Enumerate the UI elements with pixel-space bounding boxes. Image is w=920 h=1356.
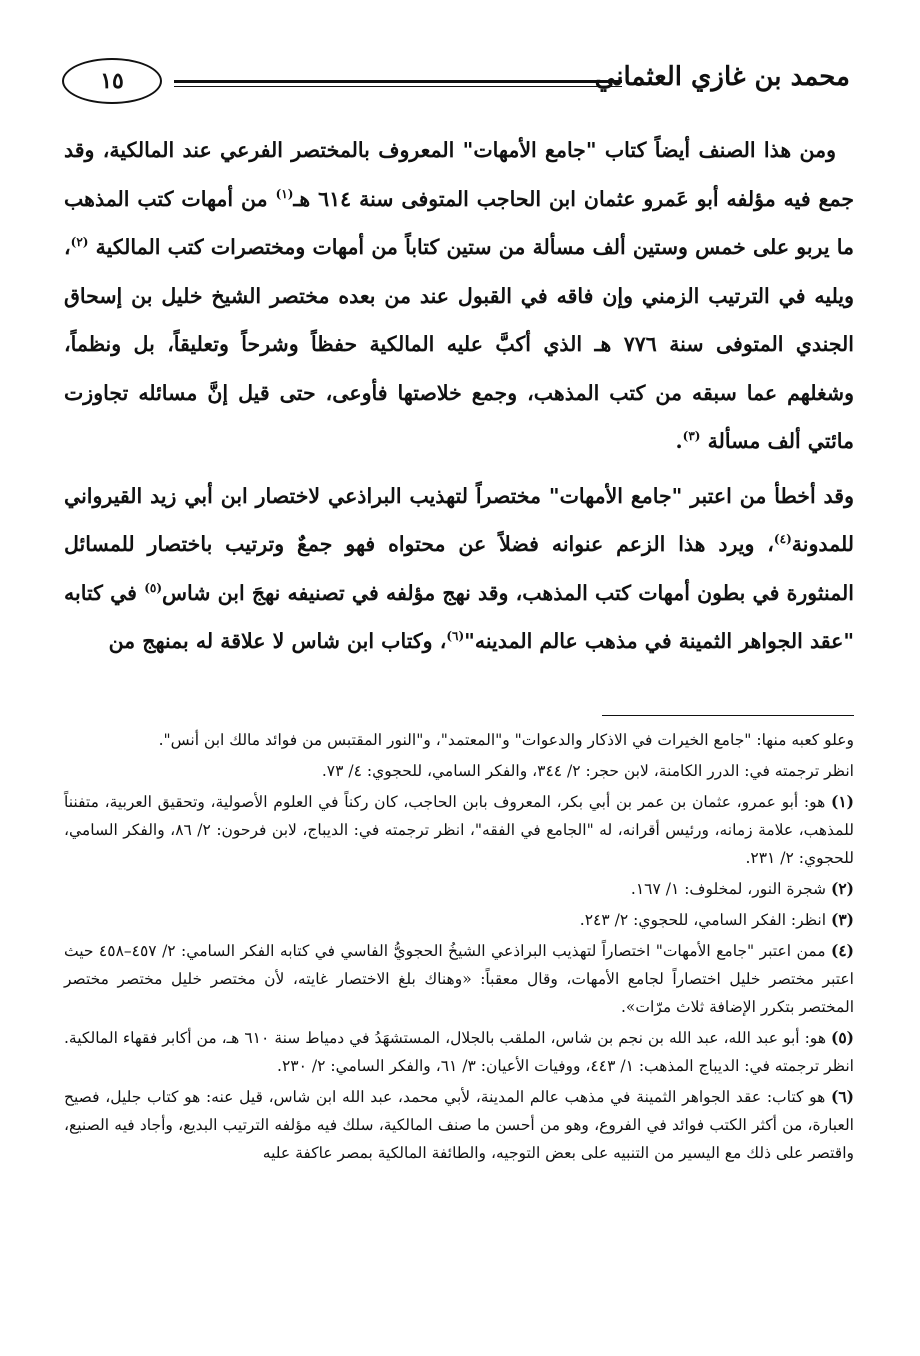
paragraph-2-text-d: ، وكتاب ابن شاس لا علاقة له بمنهج من: [108, 629, 447, 653]
footnote-5: [64, 1024, 854, 1080]
paragraph-1: [64, 126, 854, 466]
footnote-number: (٤): [830, 941, 854, 960]
footnote-text: هو: أبو عبد الله، عبد الله بن نجم بن شاس، الملقب بالجلال، المستشهَدُ في دمياط سنة ٦١٠ هـ، من أكابر فقهاء المالكية. انظر ترجمته في: الديباج المذهب: ١/ ٤٤٣، ووفيات الأعيان: ٣/ ٦١، والفكر السامي: ٢/ ٢٣٠.: [64, 1029, 854, 1075]
footnote-text: هو: أبو عمرو، عثمان بن عمر بن أبي بكر، المعروف بابن الحاجب، كان ركناً في العلوم الأصولية، وتحقيق العربية، متفنناً للمذهب، علامة زمانه، ورئيس أقرانه، له "الجامع في الفقه"، انظر ترجمته في: الديباج، لابن فرحون: ٢/ ٨٦، والفكر السامي، للحجوي: ٢/ ٢٣١.: [64, 793, 854, 867]
footnote-text: شجرة النور، لمخلوف: ١/ ١٦٧.: [630, 880, 827, 898]
footnote-4: [64, 937, 854, 1021]
footnote-6: [64, 1083, 854, 1167]
page-header: [62, 58, 850, 106]
page-number: ١٥: [100, 68, 124, 94]
header-double-rule: [174, 80, 622, 87]
paragraph-2: [64, 472, 854, 666]
footnote-ref-3[interactable]: (٣): [682, 429, 701, 444]
footnote-text: انظر: الفكر السامي، للحجوي: ٢/ ٢٤٣.: [579, 911, 827, 929]
footnote-continued-2: انظر ترجمته في: الدرر الكامنة، لابن حجر: ٢/ ٣٤٤، والفكر السامي، للحجوي: ٤/ ٧٣.: [321, 762, 854, 780]
paragraph-2-text-b: ، ويرد هذا الزعم عنوانه فضلاً عن محتواه فهو جمعٌ وترتيب باختصار للمسائل المنثورة في بطون أمهات كتب المذهب، وقد نهج مؤلفه في تصنيفه نهجَ ابن شاس: [64, 532, 854, 605]
footnote-separator: [602, 715, 854, 716]
footnote-1: [64, 788, 854, 872]
footnote-ref-2[interactable]: (٢): [70, 235, 89, 250]
running-title: محمد بن غازي العثماني: [594, 62, 850, 92]
footnote-3: [64, 906, 854, 934]
paragraph-1-text: ومن هذا الصنف أيضاً كتاب "جامع الأمهات" المعروف بالمختصر الفرعي عند المالكية، وقد جمع فيه مؤلفه أبو عَمرو عثمان ابن الحاجب المتوفى سنة ٦١٤ هـ: [64, 138, 854, 211]
footnote-ref-5[interactable]: (٥): [144, 580, 163, 595]
footnote-ref-4[interactable]: (٤): [773, 532, 792, 547]
footnote-number: (٣): [830, 910, 854, 929]
paragraph-2-text: وقد أخطأ من اعتبر "جامع الأمهات" مختصراً لتهذيب البراذعي لاختصار ابن أبي زيد القيرواني للمدونة: [64, 483, 854, 556]
main-text: [64, 126, 854, 666]
footnote-number: (٥): [831, 1028, 855, 1047]
paragraph-1-text-b: من أمهات كتب المذهب ما يربو على خمس وستين ألف مسألة من ستين كتاباً من أمهات ومختصرات كتب المالكية: [64, 186, 854, 259]
footnote-2: [64, 875, 854, 903]
footnote-ref-1[interactable]: (١): [275, 186, 294, 201]
footnote-continued-1: وعلو كعبه منها: "جامع الخيرات في الاذكار والدعوات" و"المعتمد"، و"النور المقتبس من فوائد مالك ابن أنس".: [158, 731, 854, 749]
paragraph-1-text-d: .: [675, 429, 683, 453]
footnotes: [64, 726, 854, 1170]
footnote-number: (١): [830, 792, 854, 811]
footnote-text: هو كتاب: عقد الجواهر الثمينة في مذهب عالم المدينة، لأبي محمد، عبد الله ابن شاس، قيل عنه: هو كتاب جليل، فصيح العبارة، من أكثر الكتب فوائد في الفروع، وهو من أحسن ما صنف المالكية، سلك فيه مؤلفه الترتيب البديع، وأجاد فيه الصنيع، واقتصر على ذلك مع اليسير من التنبيه على بعض التوجيه، والطائفة المالكية بمصر عاكفة عليه: [64, 1088, 854, 1162]
paragraph-1-text-c: ، ويليه في الترتيب الزمني وإن فاقه في القبول عند من بعده مختصر الشيخ خليل بن إسحاق الجندي المتوفى سنة ٧٧٦ هـ الذي أكبَّ عليه المالكية حفظاً وشرحاً وتعليقاً، بل ونظماً، وشغلهم عما سبقه من كتب المذهب، وجمع خلاصتها فأوعى، حتى قيل إنَّ مسائله تجاوزت مائتي ألف مسألة: [64, 235, 854, 453]
footnote-number: (٢): [830, 879, 854, 898]
footnote-ref-6[interactable]: (٦): [446, 629, 465, 644]
footnote-text: ممن اعتبر "جامع الأمهات" اختصاراً لتهذيب البراذعي الشيخُ الحجويُّ الفاسي في كتابه الفكر السامي: ٢/ ٤٥٧–٤٥٨ حيث اعتبر مختصر خليل اختصاراً لجامع الأمهات، وقال معقباً: «وهناك بلغ الاختصار غايته، لأن مختصر خليل مختصر مختصر المختصر بتكرر الإضافة ثلاث مرّات».: [64, 942, 854, 1016]
footnote-number: (٦): [830, 1087, 854, 1106]
page-number-oval: [62, 58, 162, 104]
paragraph-2-text-c: في كتابه "عقد الجواهر الثمينة في مذهب عالم المدينه": [64, 580, 854, 653]
